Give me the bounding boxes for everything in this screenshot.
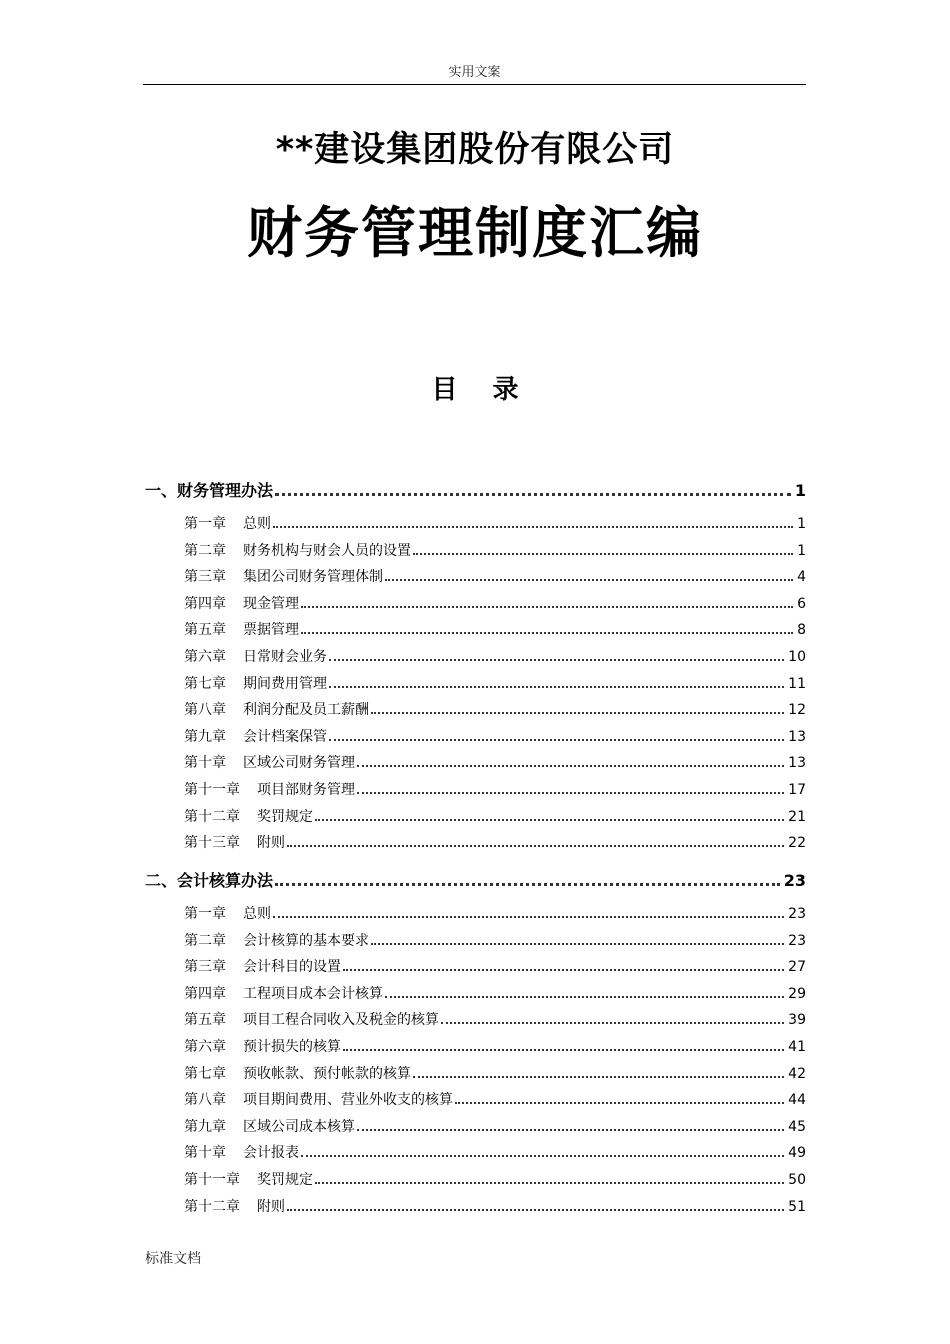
toc-chapter-title: 项目工程合同收入及税金的核算 (243, 1012, 439, 1028)
toc-chapter-title: 会计核算的基本要求 (243, 933, 369, 949)
toc-page-number: 12 (788, 702, 806, 718)
toc-chapter-entry[interactable] (184, 698, 806, 722)
toc-chapter-entry[interactable] (184, 1062, 806, 1086)
dot-leader (275, 492, 791, 496)
dot-leader (357, 764, 784, 767)
toc-chapter-entry[interactable] (184, 902, 806, 926)
toc-chapter-title: 会计档案保管 (243, 729, 327, 745)
toc-page-number: 45 (788, 1119, 806, 1135)
dot-leader (301, 605, 793, 608)
toc-chapter-number: 第十一章 (184, 782, 240, 798)
dot-leader (287, 1208, 784, 1211)
dot-leader (371, 942, 784, 945)
dot-leader (343, 1048, 784, 1051)
toc-section-entry[interactable] (145, 868, 806, 894)
toc-chapter-number: 第八章 (184, 702, 226, 718)
dot-leader (413, 552, 793, 555)
toc-chapter-number: 第二章 (184, 933, 226, 949)
toc-page-number: 23 (788, 906, 806, 922)
toc-chapter-entry[interactable] (184, 539, 806, 563)
toc-page-number: 13 (788, 729, 806, 745)
toc-chapter-title: 总则 (243, 906, 271, 922)
toc-section-title: 会计核算办法 (177, 871, 274, 890)
toc-chapter-entry[interactable] (184, 751, 806, 775)
toc-chapter-title: 区域公司财务管理 (243, 755, 355, 771)
dot-leader (315, 1181, 784, 1184)
toc-chapter-number: 第一章 (184, 906, 226, 922)
toc-chapter-number: 第六章 (184, 1039, 226, 1055)
toc-chapter-entry[interactable] (184, 592, 806, 616)
toc-chapter-title: 期间费用管理 (243, 676, 327, 692)
toc-chapter-title: 项目部财务管理 (257, 782, 355, 798)
toc-chapter-entry[interactable] (184, 1141, 806, 1165)
toc-chapter-title: 附则 (257, 835, 285, 851)
toc-chapter-entry[interactable] (184, 672, 806, 696)
toc-chapter-entry[interactable] (184, 645, 806, 669)
toc-chapter-number: 第四章 (184, 986, 226, 1002)
toc-page-number: 13 (788, 755, 806, 771)
page-header: 实用文案 (143, 64, 806, 85)
toc-chapter-number: 第十一章 (184, 1172, 240, 1188)
dot-leader (287, 844, 784, 847)
toc-chapter-title: 附则 (257, 1199, 285, 1215)
toc-section-number: 二、 (145, 871, 178, 890)
dot-leader (301, 631, 793, 634)
toc-chapter-number: 第三章 (184, 569, 226, 585)
document-title: 财务管理制度汇编 (246, 201, 703, 265)
toc-chapter-number: 第十章 (184, 755, 226, 771)
toc-chapter-title: 工程项目成本会计核算 (243, 986, 383, 1002)
toc-chapter-entry[interactable] (184, 725, 806, 749)
toc-page-number: 22 (788, 835, 806, 851)
toc-chapter-number: 第七章 (184, 676, 226, 692)
toc-page-number: 21 (788, 809, 806, 825)
toc-page-number: 27 (788, 959, 806, 975)
toc-chapter-entry[interactable] (184, 805, 806, 829)
toc-chapter-number: 第五章 (184, 622, 226, 638)
toc-chapter-title: 利润分配及员工薪酬 (243, 702, 369, 718)
dot-leader (385, 578, 793, 581)
toc-section-title: 财务管理办法 (177, 481, 274, 500)
toc-page-number: 50 (788, 1172, 806, 1188)
dot-leader (455, 1101, 784, 1104)
toc-chapter-number: 第三章 (184, 959, 226, 975)
toc-page-number: 39 (788, 1012, 806, 1028)
toc-chapter-number: 第四章 (184, 596, 226, 612)
toc-chapter-entry[interactable] (184, 982, 806, 1006)
dot-leader (329, 738, 784, 741)
toc-chapter-entry[interactable] (184, 831, 806, 855)
toc-chapter-title: 日常财会业务 (243, 649, 327, 665)
toc-chapter-entry[interactable] (184, 1115, 806, 1139)
dot-leader (413, 1075, 784, 1078)
toc-chapter-entry[interactable] (184, 1168, 806, 1192)
toc-page-number: 1 (797, 516, 806, 532)
toc-chapter-number: 第八章 (184, 1092, 226, 1108)
toc-chapter-number: 第十二章 (184, 1199, 240, 1215)
dot-leader (343, 968, 784, 971)
toc-chapter-number: 第十章 (184, 1145, 226, 1161)
toc-chapter-entry[interactable] (184, 1008, 806, 1032)
dot-leader (371, 711, 784, 714)
toc-page-number: 11 (788, 676, 806, 692)
toc-chapter-title: 财务机构与财会人员的设置 (243, 543, 411, 559)
toc-chapter-title: 奖罚规定 (257, 809, 313, 825)
toc-chapter-title: 区域公司成本核算 (243, 1119, 355, 1135)
page-footer: 标准文档 (145, 1251, 201, 1267)
dot-leader (357, 791, 784, 794)
toc-chapter-entry[interactable] (184, 618, 806, 642)
dot-leader (315, 818, 784, 821)
toc-page-number: 1 (797, 543, 806, 559)
toc-chapter-title: 项目期间费用、营业外收支的核算 (243, 1092, 453, 1108)
toc-page-number: 42 (788, 1066, 806, 1082)
dot-leader (273, 915, 784, 918)
toc-chapter-title: 集团公司财务管理体制 (243, 569, 383, 585)
dot-leader (357, 1128, 784, 1131)
toc-chapter-number: 第九章 (184, 1119, 226, 1135)
dot-leader (275, 882, 780, 886)
toc-page-number: 4 (797, 569, 806, 585)
toc-page-number: 51 (788, 1199, 806, 1215)
toc-chapter-number: 第一章 (184, 516, 226, 532)
toc-page-number: 49 (788, 1145, 806, 1161)
toc-chapter-title: 预计损失的核算 (243, 1039, 341, 1055)
toc-chapter-number: 第九章 (184, 729, 226, 745)
toc-chapter-title: 预收帐款、预付帐款的核算 (243, 1066, 411, 1082)
toc-heading: 目 录 (431, 375, 519, 405)
toc-page-number: 6 (797, 596, 806, 612)
company-title: **建设集团股份有限公司 (275, 130, 675, 170)
toc-chapter-title: 奖罚规定 (257, 1172, 313, 1188)
dot-leader (301, 1154, 784, 1157)
toc-chapter-title: 会计科目的设置 (243, 959, 341, 975)
toc-section-number: 一、 (145, 481, 178, 500)
dot-leader (329, 685, 784, 688)
toc-section-entry[interactable] (145, 478, 806, 504)
dot-leader (385, 995, 784, 998)
toc-chapter-title: 票据管理 (243, 622, 299, 638)
toc-chapter-title: 现金管理 (243, 596, 299, 612)
toc-page-number: 1 (794, 481, 806, 500)
toc-page-number: 23 (783, 871, 806, 890)
toc-chapter-title: 总则 (243, 516, 271, 532)
toc-chapter-entry[interactable] (184, 1088, 806, 1112)
toc-chapter-entry[interactable] (184, 955, 806, 979)
toc-page-number: 41 (788, 1039, 806, 1055)
toc-page-number: 8 (797, 622, 806, 638)
toc-chapter-number: 第六章 (184, 649, 226, 665)
toc-chapter-number: 第七章 (184, 1066, 226, 1082)
dot-leader (441, 1021, 784, 1024)
toc-page-number: 29 (788, 986, 806, 1002)
toc-chapter-entry[interactable] (184, 929, 806, 953)
toc-chapter-number: 第十三章 (184, 835, 240, 851)
dot-leader (273, 525, 793, 528)
toc-chapter-entry[interactable] (184, 565, 806, 589)
toc-page-number: 10 (788, 649, 806, 665)
toc-page-number: 44 (788, 1092, 806, 1108)
toc-chapter-entry[interactable] (184, 1035, 806, 1059)
toc-chapter-number: 第十二章 (184, 809, 240, 825)
toc-page-number: 23 (788, 933, 806, 949)
toc-chapter-entry[interactable] (184, 1195, 806, 1219)
toc-chapter-title: 会计报表 (243, 1145, 299, 1161)
toc-page-number: 17 (788, 782, 806, 798)
dot-leader (329, 658, 784, 661)
toc-chapter-entry[interactable] (184, 778, 806, 802)
toc-chapter-number: 第二章 (184, 543, 226, 559)
toc-chapter-entry[interactable] (184, 512, 806, 536)
toc-chapter-number: 第五章 (184, 1012, 226, 1028)
